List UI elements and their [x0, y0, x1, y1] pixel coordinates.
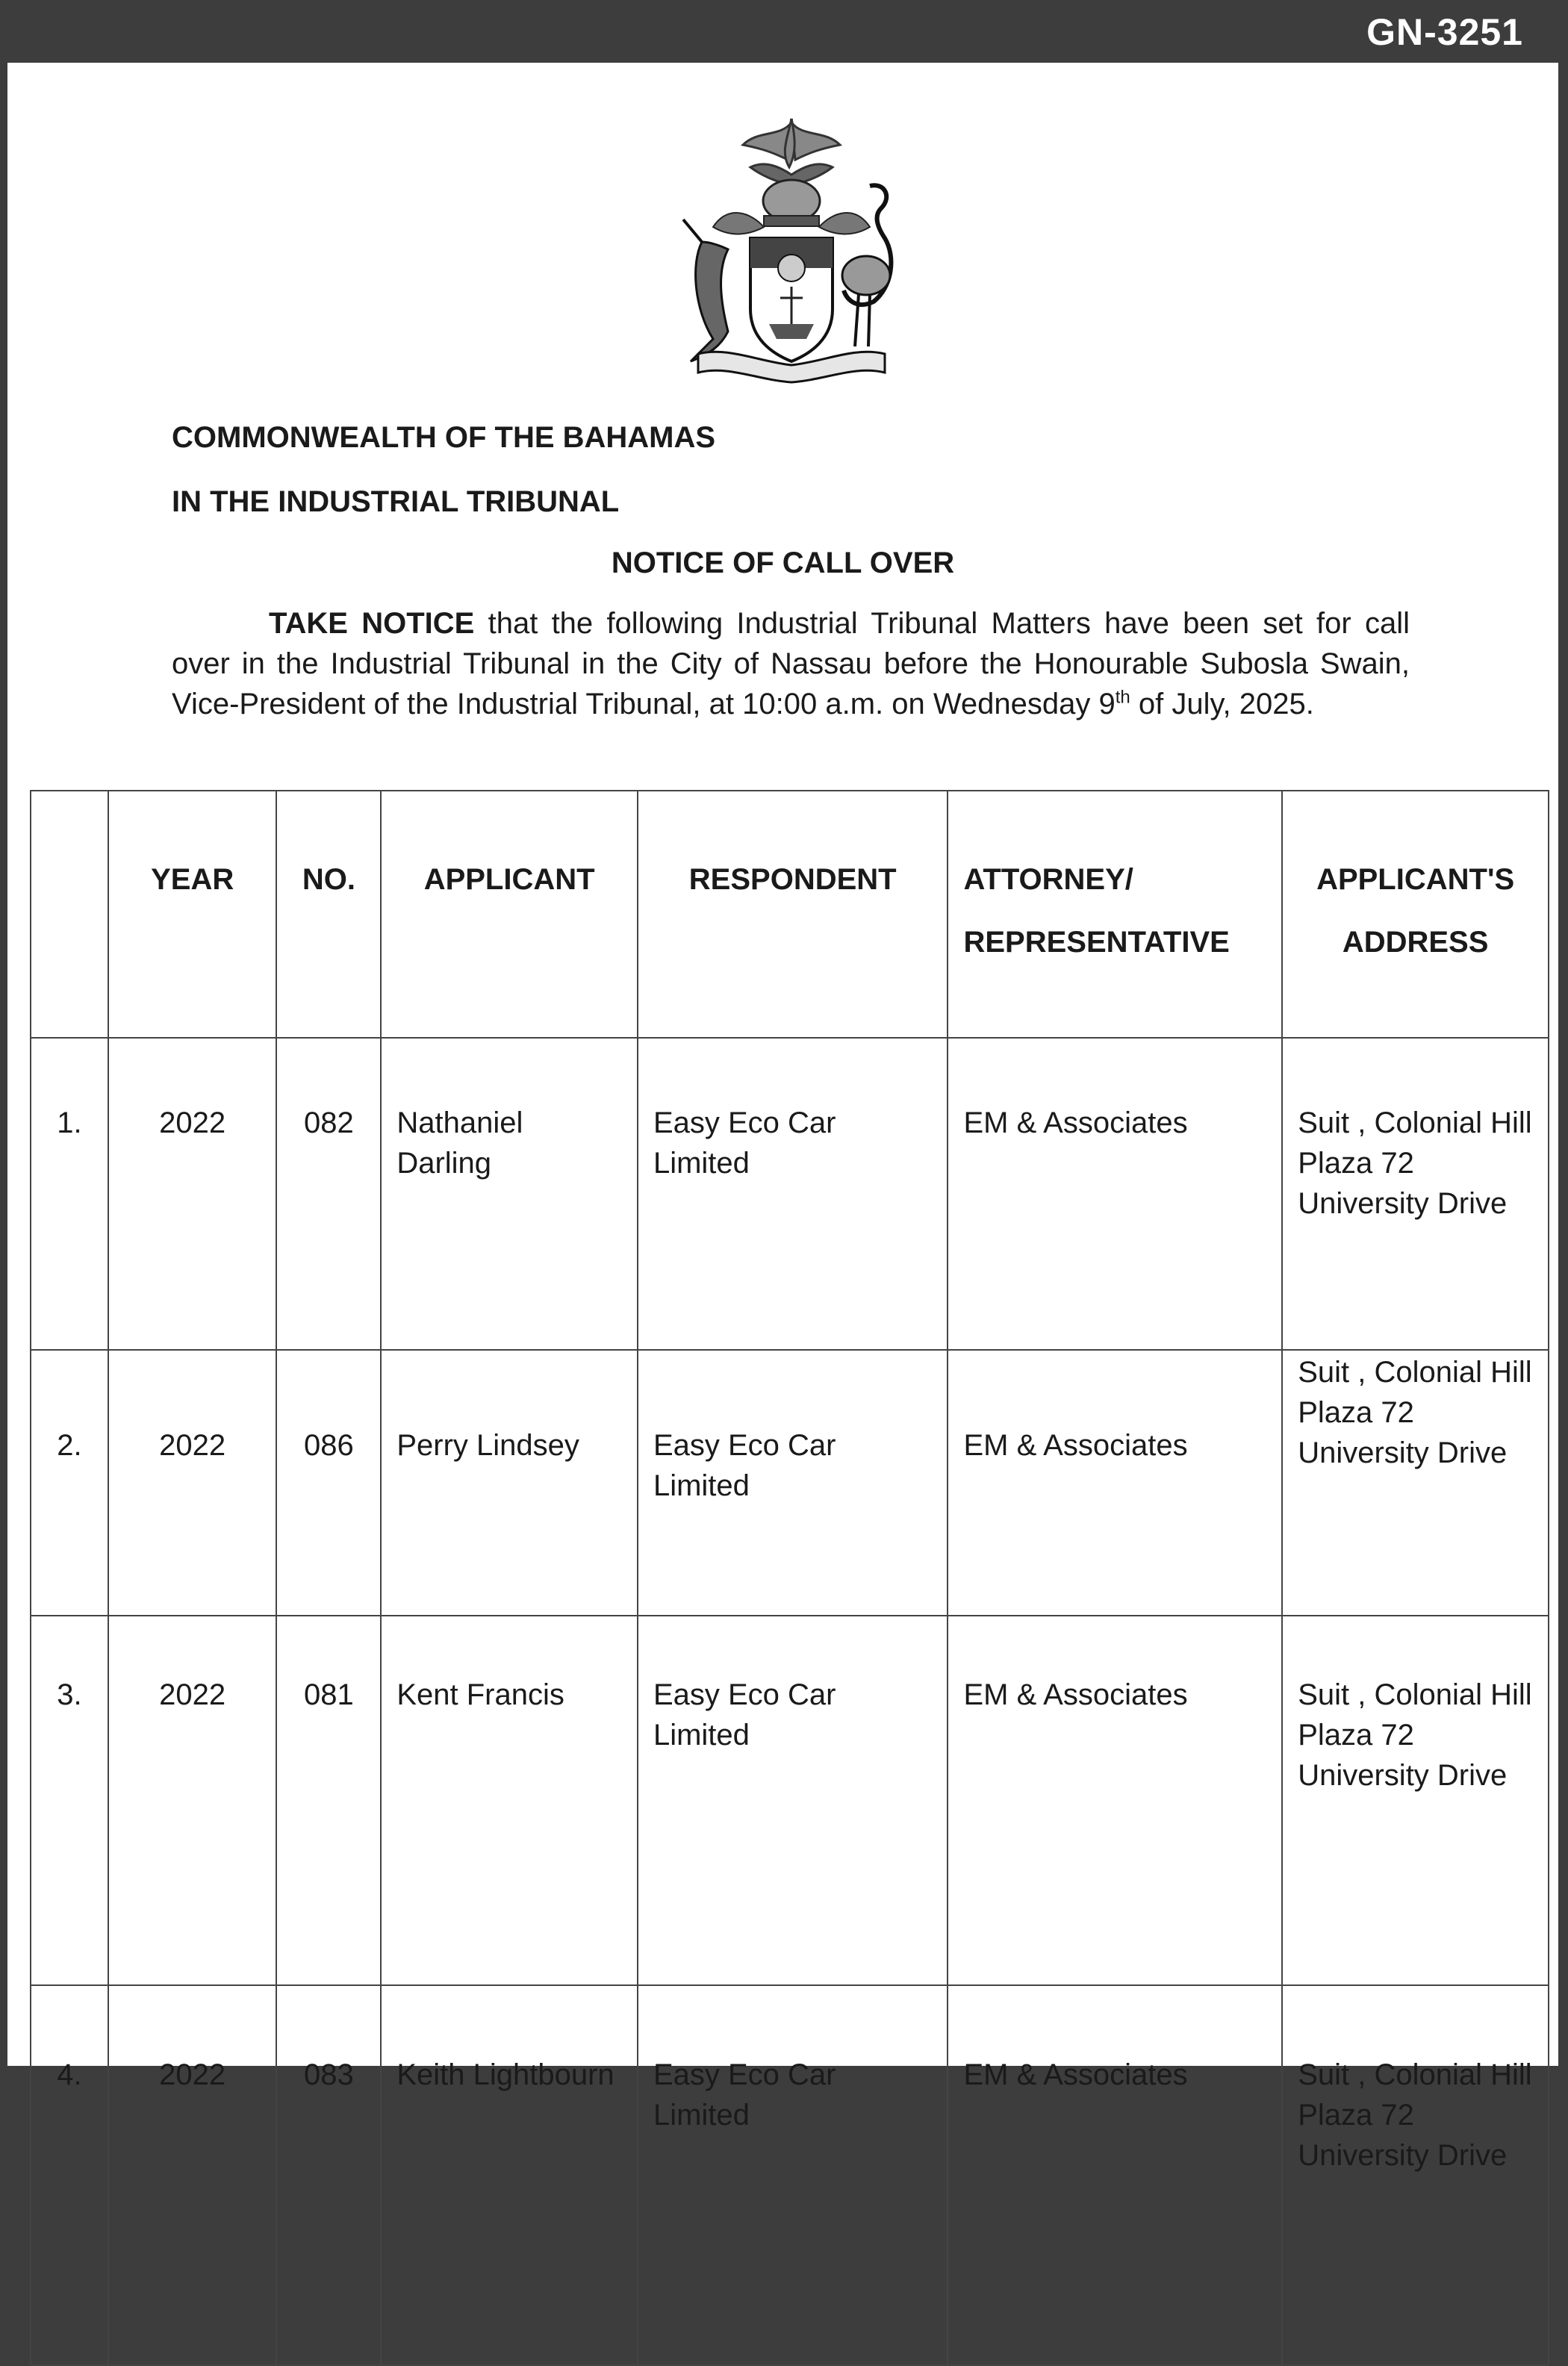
- header-no: NO.: [276, 791, 381, 1038]
- row-index: 3.: [31, 1616, 108, 1985]
- table-row: [31, 1350, 1549, 1616]
- header-applicant: APPLICANT: [381, 791, 638, 1038]
- table-header-row: [31, 791, 1549, 1038]
- table-row: [31, 1985, 1549, 2365]
- header-attorney-line1: ATTORNEY/: [963, 863, 1133, 896]
- gazette-code: GN-3251: [1366, 11, 1523, 53]
- row-year: 2022: [108, 1616, 277, 1985]
- row-number: 083: [276, 1985, 381, 2365]
- heading-tribunal: IN THE INDUSTRIAL TRIBUNAL: [172, 485, 620, 518]
- row-applicant: Kent Francis: [381, 1616, 638, 1985]
- table-row: [31, 1038, 1549, 1350]
- header-address-line1: APPLICANT'S: [1316, 863, 1515, 896]
- call-over-table: [30, 790, 1549, 2366]
- notice-body-part1: that the following Industrial Tribunal Matters have been set for call over in the Industrial Tribunal in the City of Nassau before the Honourable Subosla Swain, Vice-President of the Industrial Tribunal, at 10:00 a.m. on Wednesday 9: [172, 607, 1410, 720]
- row-index: 4.: [31, 1985, 108, 2365]
- row-attorney: EM & Associates: [948, 1985, 1282, 2365]
- header-year: YEAR: [108, 791, 277, 1038]
- table-row: [31, 1616, 1549, 1985]
- row-year: 2022: [108, 1350, 277, 1616]
- row-respondent: Easy Eco Car Limited: [638, 1985, 948, 2365]
- row-attorney: EM & Associates: [948, 1616, 1282, 1985]
- header-address: [1282, 791, 1549, 1038]
- row-number: 081: [276, 1616, 381, 1985]
- row-index: 2.: [31, 1350, 108, 1616]
- header-attorney-line2: REPRESENTATIVE: [963, 926, 1230, 959]
- row-respondent: Easy Eco Car Limited: [638, 1616, 948, 1985]
- row-respondent: Easy Eco Car Limited: [638, 1038, 948, 1350]
- header-respondent: RESPONDENT: [638, 791, 948, 1038]
- row-applicant: Nathaniel Darling: [381, 1038, 638, 1350]
- row-respondent: Easy Eco Car Limited: [638, 1350, 948, 1616]
- row-address: Suit , Colonial Hill Plaza 72 University Drive: [1282, 1985, 1549, 2365]
- row-address: Suit , Colonial Hill Plaza 72 University Drive: [1282, 1038, 1549, 1350]
- notice-page: [7, 63, 1558, 2172]
- row-index: 1.: [31, 1038, 108, 1350]
- row-attorney: EM & Associates: [948, 1350, 1282, 1616]
- notice-body-superscript: th: [1115, 687, 1130, 708]
- top-bar: [0, 0, 1568, 63]
- header-index: [31, 791, 108, 1038]
- row-address: Suit , Colonial Hill Plaza 72 University Drive: [1282, 1616, 1549, 1985]
- row-number: 086: [276, 1350, 381, 1616]
- row-attorney: EM & Associates: [948, 1038, 1282, 1350]
- heading-commonwealth: COMMONWEALTH OF THE BAHAMAS: [172, 421, 716, 454]
- row-applicant: Keith Lightbourn: [381, 1985, 638, 2365]
- notice-paragraph: [172, 603, 1410, 724]
- row-applicant: Perry Lindsey: [381, 1350, 638, 1616]
- row-year: 2022: [108, 1985, 277, 2365]
- notice-body-part2: of July, 2025.: [1130, 688, 1314, 720]
- row-address: Suit , Colonial Hill Plaza 72 University Drive: [1282, 1350, 1549, 1616]
- notice-title: NOTICE OF CALL OVER: [611, 547, 955, 579]
- bahamas-coat-of-arms-icon: [668, 115, 915, 384]
- header-address-line2: ADDRESS: [1342, 926, 1489, 959]
- row-year: 2022: [108, 1038, 277, 1350]
- header-attorney: [948, 791, 1282, 1038]
- take-notice-lead: TAKE NOTICE: [269, 607, 475, 640]
- row-number: 082: [276, 1038, 381, 1350]
